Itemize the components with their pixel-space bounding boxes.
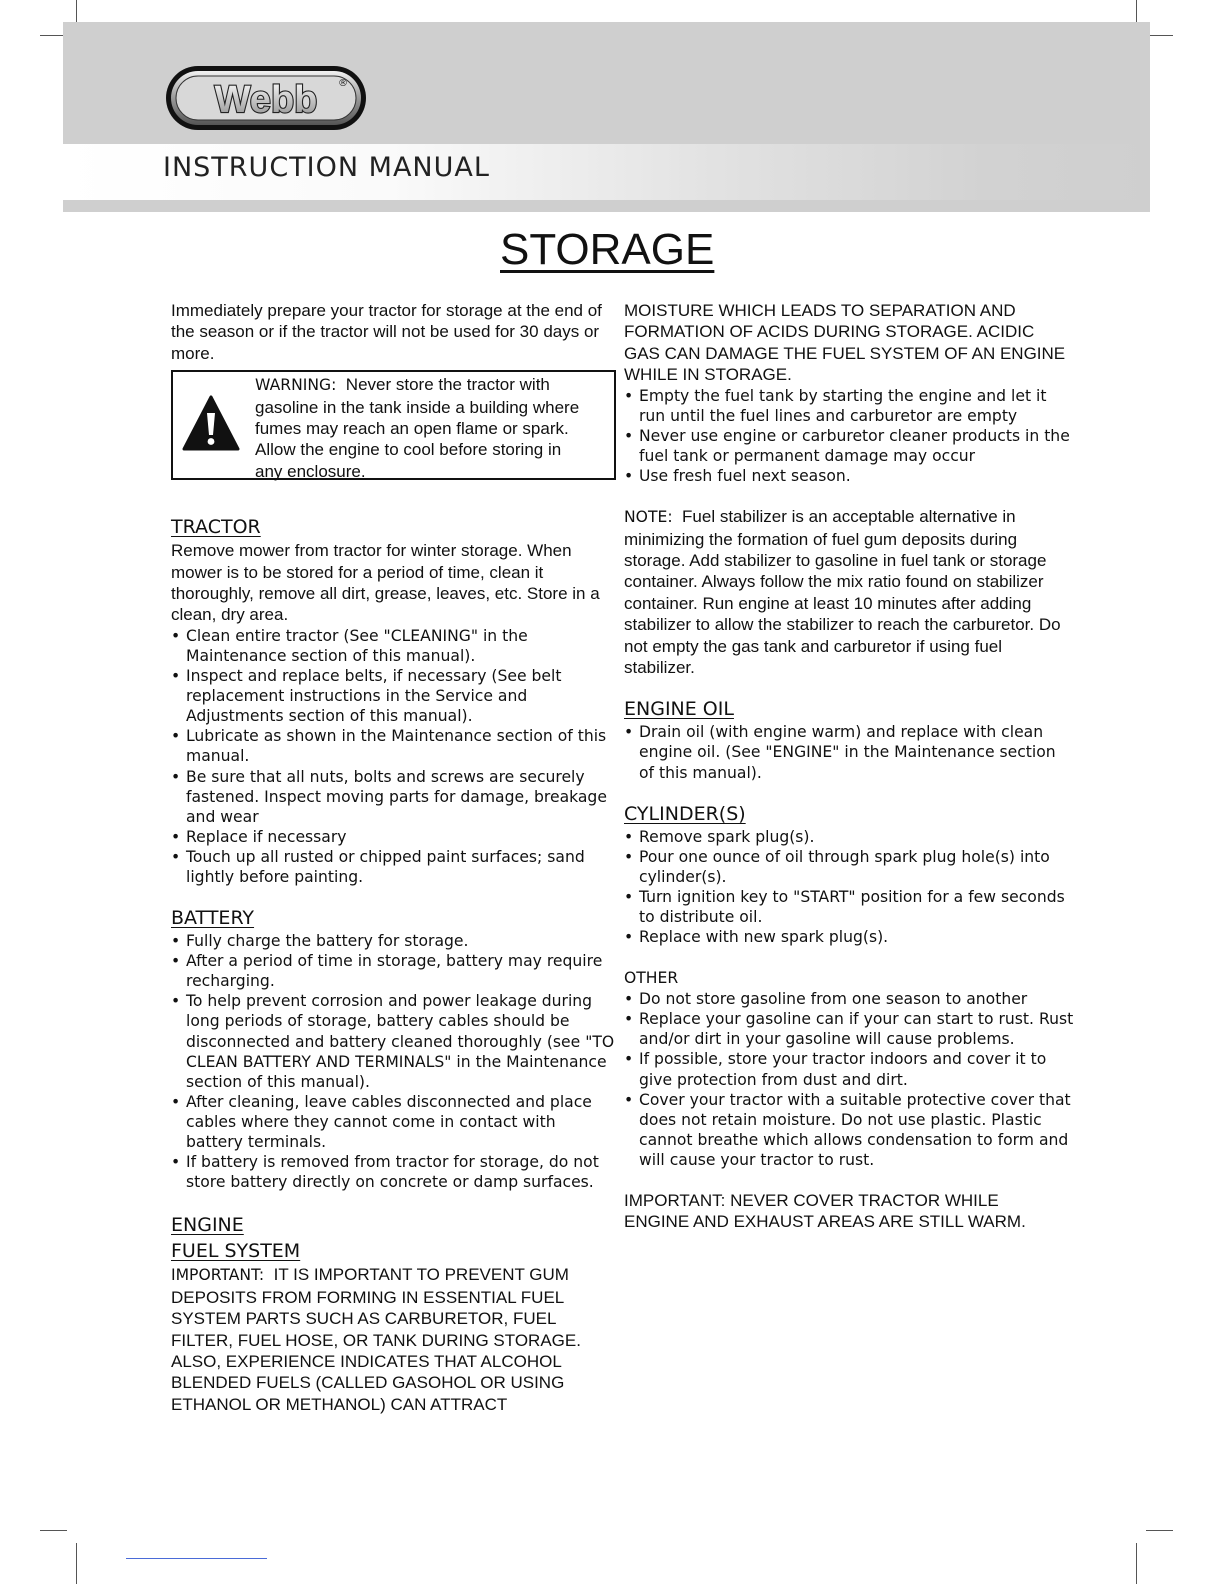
- important-label: IMPORTANT:: [171, 1266, 265, 1285]
- list-item: • Replace if necessary: [171, 827, 616, 847]
- list-item: • Pour one ounce of oil through spark plug hole(s) into cylinder(s).: [624, 847, 1074, 887]
- list-item: • Inspect and replace belts, if necessary (See belt replacement instructions in the Service and Adjustments section of this manual).: [171, 666, 616, 726]
- note-text: Fuel stabilizer is an acceptable alternative in minimizing the formation of fuel gum deposits during storage. Add stabilizer to gasoline in fuel tank or storage container. Always follow the mix ratio found on stabilizer container. Run engine at least 10 minutes after adding stabilizer to allow the stabilizer to reach the carburetor. Do not empty the gas tank and carburetor if using fuel stabilizer.: [624, 507, 1061, 677]
- crop-mark: [1146, 1530, 1173, 1531]
- crop-mark: [76, 1543, 77, 1584]
- manual-title: INSTRUCTION MANUAL: [163, 152, 490, 183]
- warning-text: [255, 374, 590, 482]
- list-item: • Cover your tractor with a suitable protective cover that does not retain moisture. Do not use plastic. Plastic cannot breathe which allows condensation to form and will cause your tractor to rust.: [624, 1090, 1074, 1170]
- list-item: • Touch up all rusted or chipped paint surfaces; sand lightly before painting.: [171, 847, 616, 887]
- cylinders-heading: CYLINDER(S): [624, 802, 746, 825]
- list-item: • Replace with new spark plug(s).: [624, 927, 1074, 947]
- list-item: • Use fresh fuel next season.: [624, 466, 1074, 486]
- tractor-paragraph: Remove mower from tractor for winter storage. When mower is to be stored for a period of time, clean it thoroughly, remove all dirt, grease, leaves, etc. Store in a clean, dry area.: [171, 541, 600, 625]
- cylinders-list: [624, 827, 1074, 948]
- crop-mark: [1146, 35, 1173, 36]
- intro-paragraph: Immediately prepare your tractor for storage at the end of the season or if the tractor will not be used for 30 days or more.: [171, 301, 602, 363]
- list-item: • After a period of time in storage, battery may require recharging.: [171, 951, 616, 991]
- important-text: IT IS IMPORTANT TO PREVENT GUM DEPOSITS FROM FORMING IN ESSENTIAL FUEL SYSTEM PARTS SUCH AS CARBURETOR, FUEL FILTER, FUEL HOSE, OR TANK DURING STORAGE. ALSO, EXPERIENCE INDICATES THAT ALCOHOL BLENDED FUELS (CALLED GASOHOL OR USING ETHANOL OR METHANOL) CAN ATTRACT: [171, 1265, 581, 1414]
- tractor-heading: TRACTOR: [171, 516, 261, 539]
- note-label: NOTE:: [624, 508, 673, 527]
- list-item: • If battery is removed from tractor for storage, do not store battery directly on concrete or damp surfaces.: [171, 1152, 616, 1192]
- engine-heading: ENGINE: [171, 1214, 244, 1237]
- list-item: • To help prevent corrosion and power leakage during long periods of storage, battery cables should be disconnected and battery cleaned thoroughly (see "TO CLEAN BATTERY AND TERMINALS" in the Maintenance section of this manual).: [171, 991, 616, 1091]
- registered-mark: ®: [338, 78, 348, 89]
- battery-heading: BATTERY: [171, 907, 255, 930]
- bottom-link-line: [126, 1558, 267, 1559]
- battery-list: [171, 931, 616, 1192]
- fuel-list: [624, 386, 1074, 486]
- fuel-note: [624, 506, 1074, 678]
- list-item: • Empty the fuel tank by starting the engine and let it run until the fuel lines and carburetor are empty: [624, 386, 1074, 426]
- warning-box: [171, 370, 616, 480]
- list-item: • Never use engine or carburetor cleaner products in the fuel tank or permanent damage may occur: [624, 426, 1074, 466]
- webb-logo: [164, 64, 368, 132]
- list-item: • Drain oil (with engine warm) and replace with clean engine oil. (See "ENGINE" in the Maintenance section of this manual).: [624, 722, 1074, 782]
- fuel-important-part1: [171, 1264, 616, 1415]
- logo-text: Webb: [214, 79, 318, 121]
- crop-mark: [1136, 1543, 1137, 1584]
- engine-oil-list: [624, 722, 1074, 782]
- final-important: IMPORTANT: NEVER COVER TRACTOR WHILE ENGINE AND EXHAUST AREAS ARE STILL WARM.: [624, 1191, 1026, 1232]
- warning-triangle-icon: [181, 394, 241, 452]
- list-item: • If possible, store your tractor indoors and cover it to give protection from dust and dirt.: [624, 1049, 1074, 1089]
- list-item: • Turn ignition key to "START" position for a few seconds to distribute oil.: [624, 887, 1074, 927]
- other-heading: OTHER: [624, 969, 679, 988]
- list-item: • Remove spark plug(s).: [624, 827, 1074, 847]
- list-item: • After cleaning, leave cables disconnected and place cables where they cannot come in contact with battery terminals.: [171, 1092, 616, 1152]
- crop-mark: [40, 1530, 67, 1531]
- list-item: • Clean entire tractor (See "CLEANING" in the Maintenance section of this manual).: [171, 626, 616, 666]
- list-item: • Replace your gasoline can if your can start to rust. Rust and/or dirt in your gasoline will cause problems.: [624, 1009, 1074, 1049]
- other-list: [624, 989, 1074, 1170]
- list-item: • Lubricate as shown in the Maintenance section of this manual.: [171, 726, 616, 766]
- warning-message: Never store the tractor with gasoline in the tank inside a building where fumes may reach an open flame or spark. Allow the engine to cool before storing in any enclosure.: [255, 375, 580, 481]
- page-title: STORAGE: [500, 225, 715, 274]
- warning-label: WARNING:: [255, 376, 337, 395]
- engine-oil-heading: ENGINE OIL: [624, 698, 734, 721]
- header-banner: [63, 22, 1150, 212]
- fuel-system-heading: FUEL SYSTEM: [171, 1240, 301, 1263]
- list-item: • Fully charge the battery for storage.: [171, 931, 616, 951]
- left-column: [171, 300, 616, 1415]
- list-item: • Do not store gasoline from one season to another: [624, 989, 1074, 1009]
- fuel-important-part2: MOISTURE WHICH LEADS TO SEPARATION AND FORMATION OF ACIDS DURING STORAGE. ACIDIC GAS CAN DAMAGE THE FUEL SYSTEM OF AN ENGINE WHILE IN STORAGE.: [624, 301, 1066, 385]
- tractor-list: [171, 626, 616, 887]
- list-item: • Be sure that all nuts, bolts and screws are securely fastened. Inspect moving parts for damage, breakage and wear: [171, 767, 616, 827]
- right-column: [624, 300, 1074, 1233]
